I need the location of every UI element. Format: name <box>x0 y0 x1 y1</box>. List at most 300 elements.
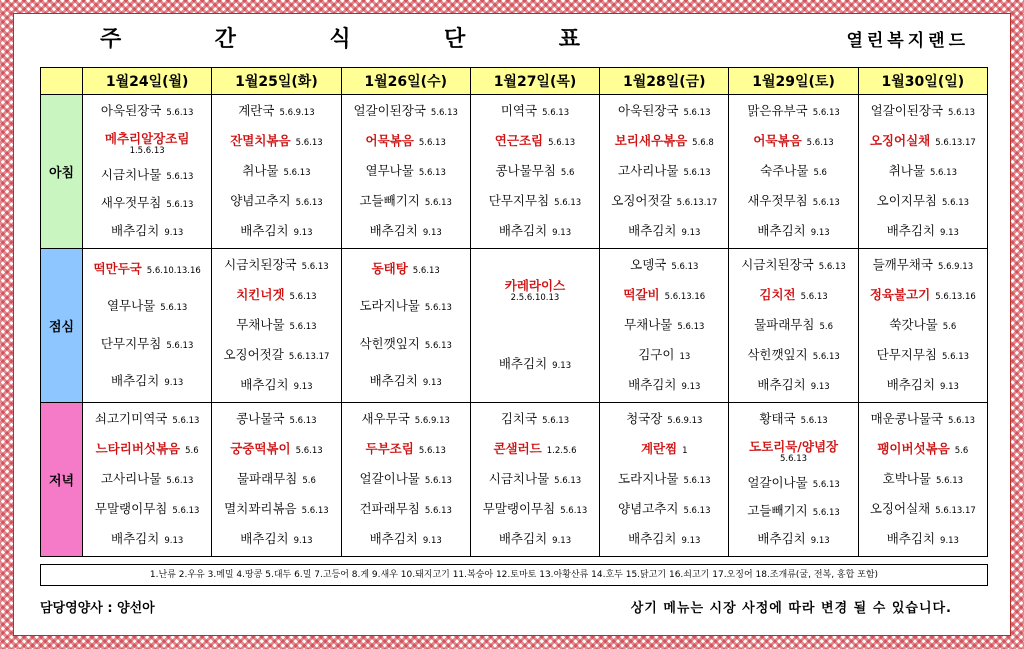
allergen-codes: 9.13 <box>164 228 184 239</box>
allergen-codes: 5.6.9.13 <box>279 108 315 119</box>
allergen-codes: 5.6.13 <box>806 138 834 149</box>
allergen-codes: 9.13 <box>810 536 830 547</box>
menu-cell <box>729 403 858 557</box>
allergen-codes: 5.6.13.17 <box>935 138 976 149</box>
menu-item <box>83 167 211 184</box>
menu-item <box>83 195 211 212</box>
dish-name: 어묵볶음 <box>365 133 414 149</box>
dish-name: 삭힌깻잎지 <box>747 346 808 362</box>
dish-name: 콘샐러드 <box>493 441 542 457</box>
allergen-codes: 5.6.13 <box>424 505 452 516</box>
dish-name: 미역국 <box>500 103 538 119</box>
allergen-codes: 5.6.13 <box>412 266 440 277</box>
dish-name: 시금치된장국 <box>224 257 297 273</box>
menu-item <box>729 475 857 492</box>
menu-item <box>600 531 728 548</box>
allergen-codes: 5.6.13 <box>683 475 711 486</box>
menu-item <box>729 377 857 394</box>
allergen-codes: 5.6 <box>819 321 833 332</box>
menu-item <box>600 193 728 210</box>
day-header: 1월24일(월) <box>83 68 212 95</box>
allergen-codes: 5.6.13 <box>560 505 588 516</box>
dish-name: 김치국 <box>500 411 538 427</box>
allergen-codes: 5.6.13 <box>424 197 452 208</box>
page-title <box>100 22 580 52</box>
dish-name: 물파래무침 <box>754 316 815 332</box>
menu-item <box>212 441 340 458</box>
allergen-codes: 5.6.13.17 <box>935 505 976 516</box>
allergen-codes: 5.6.13.16 <box>664 292 706 303</box>
allergen-codes: 5.6.13 <box>542 108 570 119</box>
dish-name: 배추김치 <box>369 372 418 388</box>
allergen-codes: 5.6.13 <box>948 416 976 427</box>
menu-item <box>859 441 987 458</box>
dish-name: 김치전 <box>759 287 796 303</box>
dish-name: 배추김치 <box>628 530 677 546</box>
dish-name: 호박나물 <box>882 470 931 486</box>
menu-cell <box>858 403 987 557</box>
allergen-codes: 9.13 <box>810 227 830 238</box>
allergen-codes: 5.6.13 <box>418 167 446 178</box>
meal-label: 저녁 <box>41 403 83 557</box>
dish-name: 아욱된장국 <box>618 103 679 119</box>
dish-name: 궁중떡볶이 <box>230 441 291 457</box>
allergen-codes: 5.6.13 <box>677 321 705 332</box>
menu-item <box>342 441 470 458</box>
menu-cell <box>83 249 212 403</box>
menu-item <box>729 347 857 364</box>
dish-name: 배추김치 <box>498 356 548 372</box>
menu-item <box>83 223 211 240</box>
allergen-codes: 9.13 <box>940 381 959 392</box>
allergen-codes: 5.6.13 <box>295 197 323 208</box>
allergen-codes: 5.6.13 <box>289 416 317 427</box>
menu-item <box>342 223 470 240</box>
allergen-codes: 9.13 <box>293 227 313 238</box>
menu-item <box>83 131 211 156</box>
allergen-codes: 9.13 <box>552 361 572 372</box>
dish-name: 새우젓무침 <box>747 192 808 208</box>
allergen-codes: 5.6 <box>302 475 316 486</box>
dish-name: 취나물 <box>888 162 925 178</box>
dish-name: 배추김치 <box>886 376 936 392</box>
dish-name: 연근조림 <box>494 133 544 149</box>
dish-name: 정육불고기 <box>869 287 931 303</box>
allergen-codes: 5.6.13 <box>812 479 840 490</box>
allergen-codes: 5.6.13 <box>683 167 711 178</box>
header-corner <box>41 68 83 95</box>
menu-item <box>83 531 211 548</box>
meal-label: 점심 <box>41 249 83 403</box>
menu-item <box>600 287 728 304</box>
allergen-codes: 9.13 <box>681 535 701 546</box>
dish-name: 배추김치 <box>757 376 806 392</box>
allergen-codes: 5.6 <box>942 321 957 332</box>
menu-item <box>859 193 987 210</box>
allergen-codes: 5.6.13 <box>948 108 976 119</box>
allergen-codes: 5.6.13 <box>812 108 840 119</box>
dish-name: 오뎅국 <box>630 257 667 273</box>
allergen-codes: 9.13 <box>293 381 313 392</box>
menu-cell <box>470 403 599 557</box>
menu-item <box>859 287 987 304</box>
allergen-codes: 5.6.9.13 <box>667 416 703 427</box>
dish-name: 취나물 <box>242 162 279 178</box>
menu-item <box>729 193 857 210</box>
menu-cell <box>341 95 470 249</box>
menu-item <box>729 317 857 334</box>
menu-cell <box>729 249 858 403</box>
menu-item <box>600 471 728 488</box>
menu-item <box>212 317 340 334</box>
allergen-codes: 5.6.13 <box>166 107 194 118</box>
dish-name: 쇠고기미역국 <box>94 411 168 427</box>
meal-row <box>41 95 988 249</box>
dish-name: 고들빼기지 <box>747 503 808 519</box>
allergen-codes: 1.2.5.6 <box>546 446 577 457</box>
meal-label: 아침 <box>41 95 83 249</box>
menu-item <box>471 356 599 373</box>
menu-cell <box>600 249 729 403</box>
allergen-codes: 9.13 <box>681 381 701 392</box>
allergen-codes: 5.6 <box>185 446 199 457</box>
dish-name: 고사리나물 <box>100 470 162 486</box>
menu-cell <box>729 95 858 249</box>
menu-item <box>342 471 470 488</box>
day-header: 1월30일(일) <box>858 68 987 95</box>
dish-name: 도라지나물 <box>618 470 679 486</box>
allergen-codes: 2.5.6.10.13 <box>510 292 560 303</box>
dish-name: 오징어실채 <box>869 133 931 149</box>
menu-item <box>859 103 987 120</box>
allergen-codes: 5.6.13 <box>301 505 329 516</box>
allergen-codes: 13 <box>679 351 691 362</box>
menu-item <box>859 471 987 488</box>
menu-cell <box>212 95 341 249</box>
menu-item <box>342 411 470 428</box>
allergen-codes: 5.6.9.13 <box>414 416 450 427</box>
allergen-codes: 9.13 <box>164 535 184 546</box>
allergen-codes: 5.6.13 <box>295 138 323 149</box>
day-header-row <box>41 68 988 95</box>
allergen-codes: 5.6.13 <box>430 108 458 119</box>
allergen-codes: 5.6 <box>560 167 575 178</box>
dish-name: 고들빼기지 <box>359 192 420 208</box>
allergen-codes: 5.6.13 <box>542 416 570 427</box>
menu-item <box>83 373 211 390</box>
day-header: 1월27일(목) <box>470 68 599 95</box>
dish-name: 팽이버섯볶음 <box>877 441 950 457</box>
menu-item <box>83 103 211 120</box>
menu-cell <box>341 403 470 557</box>
menu-item <box>600 377 728 394</box>
dish-name: 배추김치 <box>628 376 677 392</box>
menu-item <box>600 223 728 240</box>
allergen-codes: 5.6.9.13 <box>937 262 974 273</box>
dish-name: 무채나물 <box>624 316 673 332</box>
menu-item <box>212 471 340 488</box>
dish-name: 청국장 <box>626 411 663 427</box>
menu-item <box>342 163 470 180</box>
dish-name: 양념고추지 <box>230 192 291 208</box>
menu-item <box>342 133 470 150</box>
menu-item <box>729 223 857 240</box>
dish-name: 무채나물 <box>236 316 285 332</box>
menu-item <box>83 336 211 353</box>
menu-item <box>600 257 728 274</box>
menu-cell <box>470 249 599 403</box>
menu-item <box>212 223 340 240</box>
menu-item <box>342 531 470 548</box>
allergen-codes: 9.13 <box>422 535 442 546</box>
dish-name: 시금치나물 <box>488 470 550 486</box>
dish-name: 배추김치 <box>111 223 160 239</box>
dish-name: 얼갈이된장국 <box>353 103 426 119</box>
allergen-codes: 5.6.10.13.16 <box>146 266 201 277</box>
dish-name: 물파래무침 <box>236 470 298 486</box>
menu-item <box>212 501 340 518</box>
dish-name: 배추김치 <box>498 222 548 238</box>
menu-item <box>471 441 599 458</box>
allergen-codes: 5.6.13 <box>166 475 194 486</box>
allergen-codes: 5.6.13 <box>812 197 840 208</box>
allergen-codes: 5.6.13 <box>166 171 194 182</box>
allergen-codes: 5.6.13 <box>172 416 200 427</box>
day-header: 1월25일(화) <box>212 68 341 95</box>
dish-name: 단무지무침 <box>100 335 162 351</box>
allergen-codes: 5.6.13 <box>289 292 317 303</box>
dish-name: 배추김치 <box>886 530 936 546</box>
menu-change-notice: 상기 메뉴는 시장 사정에 따라 변경 될 수 있습니다. <box>630 601 952 616</box>
allergen-codes: 9.13 <box>810 381 830 392</box>
menu-cell <box>858 249 987 403</box>
menu-item <box>729 257 857 274</box>
day-header: 1월26일(수) <box>341 68 470 95</box>
allergen-codes: 5.6 <box>954 446 969 457</box>
dish-name: 시금치나물 <box>100 166 162 182</box>
dish-name: 얼갈이나물 <box>747 474 808 490</box>
menu-item <box>729 503 857 520</box>
allergen-codes: 5.6.13 <box>683 505 711 516</box>
allergen-codes: 1 <box>682 446 688 457</box>
menu-cell <box>600 403 729 557</box>
menu-cell <box>600 95 729 249</box>
title-char: 주 <box>100 27 122 52</box>
dish-name: 배추김치 <box>111 372 160 388</box>
menu-item <box>859 257 987 274</box>
menu-item <box>471 531 599 548</box>
meal-row <box>41 249 988 403</box>
dish-name: 도토리묵/양념장 <box>749 438 839 454</box>
dish-name: 보리새우볶음 <box>614 133 688 149</box>
menu-item <box>212 163 340 180</box>
menu-item <box>859 501 987 518</box>
dish-name: 새우젓무침 <box>100 195 162 211</box>
allergen-codes: 5.6.13 <box>780 453 808 464</box>
dish-name: 콩나물무침 <box>495 162 556 178</box>
menu-item <box>342 193 470 210</box>
dish-name: 배추김치 <box>111 530 160 546</box>
allergen-codes: 5.6.13 <box>301 262 329 273</box>
dish-name: 들깨무채국 <box>872 257 933 273</box>
menu-item <box>729 287 857 304</box>
menu-item <box>212 287 340 304</box>
allergen-codes: 5.6.13 <box>683 108 711 119</box>
allergen-codes: 1.5.6.13 <box>129 145 165 156</box>
dish-name: 떡만두국 <box>93 261 142 277</box>
menu-item <box>83 441 211 458</box>
allergen-codes: 5.6.13 <box>929 167 957 178</box>
allergen-codes: 5.6.13 <box>424 303 452 314</box>
menu-item <box>471 133 599 150</box>
menu-item <box>471 103 599 120</box>
allergen-codes: 5.6.13 <box>942 197 970 208</box>
allergen-codes: 5.6.13.16 <box>935 292 976 303</box>
menu-item <box>83 471 211 488</box>
dish-name: 시금치된장국 <box>741 257 814 273</box>
menu-item <box>212 377 340 394</box>
dish-name: 치킨너겟 <box>236 287 285 303</box>
menu-item <box>600 501 728 518</box>
dish-name: 고사리나물 <box>618 162 679 178</box>
organization-name: 열린복지랜드 <box>846 31 969 51</box>
allergen-codes: 5.6.13 <box>166 200 194 211</box>
allergen-codes: 5.6.13 <box>548 138 576 149</box>
dish-name: 오징어실채 <box>869 500 931 516</box>
allergen-codes: 5.6.13 <box>166 340 194 351</box>
menu-item <box>471 471 599 488</box>
dish-name: 배추김치 <box>369 530 418 546</box>
dish-name: 무말랭이무침 <box>482 500 556 516</box>
dish-name: 배추김치 <box>369 222 418 238</box>
menu-item <box>729 133 857 150</box>
dish-name: 아욱된장국 <box>100 102 162 118</box>
menu-item <box>600 317 728 334</box>
allergen-codes: 9.13 <box>422 227 442 238</box>
dish-name: 삭힌깻잎지 <box>359 335 420 351</box>
menu-item <box>859 133 987 150</box>
dish-name: 숙주나물 <box>760 162 809 178</box>
allergen-codes: 5.6.13 <box>942 351 970 362</box>
allergen-legend: 1.난류 2.우유 3.메밀 4.땅콩 5.대두 6.밀 7.고등어 8.게 9.새우 10.돼지고기 11.복숭아 12.토마토 13.아황산류 14.호두 15.닭고기 16.쇠고기 17.오징어 18.조개류(굴, 전복, 홍합 포함) <box>40 564 988 586</box>
menu-item <box>471 163 599 180</box>
menu-cell <box>212 249 341 403</box>
dish-name: 계란찜 <box>640 441 678 457</box>
dietitian-label: 담당영양사 : 양선아 <box>40 601 155 616</box>
menu-item <box>83 261 211 278</box>
dish-name: 떡갈비 <box>623 287 660 303</box>
allergen-codes: 5.6.13 <box>800 292 828 303</box>
day-header: 1월28일(금) <box>600 68 729 95</box>
menu-item <box>859 223 987 240</box>
menu-item <box>471 501 599 518</box>
menu-item <box>212 347 340 364</box>
menu-item <box>729 103 857 120</box>
dish-name: 배추김치 <box>628 222 677 238</box>
dish-name: 배추김치 <box>498 530 548 546</box>
menu-item <box>729 411 857 428</box>
menu-item <box>729 439 857 464</box>
menu-item <box>600 347 728 364</box>
menu-item <box>212 257 340 274</box>
menu-item <box>600 133 728 150</box>
menu-item <box>83 298 211 315</box>
dish-name: 느타리버섯볶음 <box>95 441 181 457</box>
weekly-menu-table <box>40 67 988 557</box>
allergen-codes: 5.6.13.17 <box>676 197 718 208</box>
dish-name: 오징어젓갈 <box>611 192 672 208</box>
menu-item <box>859 531 987 548</box>
allergen-codes: 5.6.13 <box>812 351 840 362</box>
dish-name: 무말랭이무침 <box>94 500 168 516</box>
dish-name: 콩나물국 <box>236 411 285 427</box>
menu-item <box>471 223 599 240</box>
dish-name: 잔멸치볶음 <box>230 133 291 149</box>
allergen-codes: 5.6.13 <box>283 167 311 178</box>
title-char: 식 <box>329 27 351 52</box>
meal-row <box>41 403 988 557</box>
allergen-codes: 5.6.13 <box>554 475 582 486</box>
menu-item <box>859 163 987 180</box>
allergen-codes: 5.6.13 <box>289 321 317 332</box>
dish-name: 카레라이스 <box>504 277 566 293</box>
allergen-codes: 9.13 <box>552 227 572 238</box>
dish-name: 맑은유부국 <box>747 103 808 119</box>
menu-cell <box>83 95 212 249</box>
allergen-codes: 5.6.8 <box>692 138 714 149</box>
dish-name: 건파래무침 <box>359 500 420 516</box>
allergen-codes: 5.6.13 <box>800 415 828 426</box>
dish-name: 얼갈이된장국 <box>870 103 944 119</box>
dish-name: 단무지무침 <box>876 346 938 362</box>
menu-item <box>600 441 728 458</box>
menu-item <box>471 193 599 210</box>
allergen-codes: 9.13 <box>164 377 184 388</box>
allergen-codes: 5.6.13 <box>160 303 188 314</box>
allergen-codes: 5.6 <box>813 167 827 178</box>
dish-name: 열무나물 <box>365 162 414 178</box>
allergen-codes: 5.6.13 <box>671 262 699 273</box>
allergen-codes: 5.6.13 <box>818 262 846 273</box>
menu-item <box>342 501 470 518</box>
menu-item <box>212 193 340 210</box>
allergen-codes: 9.13 <box>422 377 442 388</box>
dish-name: 새우무국 <box>361 411 410 427</box>
allergen-codes: 5.6.13 <box>172 505 200 516</box>
dish-name: 배추김치 <box>757 531 806 547</box>
dish-name: 오이지무침 <box>876 192 938 208</box>
menu-item <box>729 531 857 548</box>
menu-item <box>600 103 728 120</box>
dish-name: 쑥갓나물 <box>889 316 938 332</box>
dish-name: 얼갈이나물 <box>359 470 420 486</box>
menu-item <box>600 411 728 428</box>
dish-name: 멸치꽈리볶음 <box>224 500 297 516</box>
menu-item <box>83 501 211 518</box>
dish-name: 배추김치 <box>757 222 806 238</box>
dish-name: 양념고추지 <box>618 500 679 516</box>
title-char: 표 <box>558 27 580 52</box>
menu-cell <box>858 95 987 249</box>
dish-name: 열무나물 <box>106 298 156 314</box>
dish-name: 배추김치 <box>240 530 289 546</box>
title-char: 단 <box>444 27 466 52</box>
menu-cell <box>470 95 599 249</box>
menu-item <box>729 163 857 180</box>
dish-name: 동태탕 <box>371 261 408 277</box>
dish-name: 배추김치 <box>240 376 289 392</box>
allergen-codes: 9.13 <box>681 227 701 238</box>
